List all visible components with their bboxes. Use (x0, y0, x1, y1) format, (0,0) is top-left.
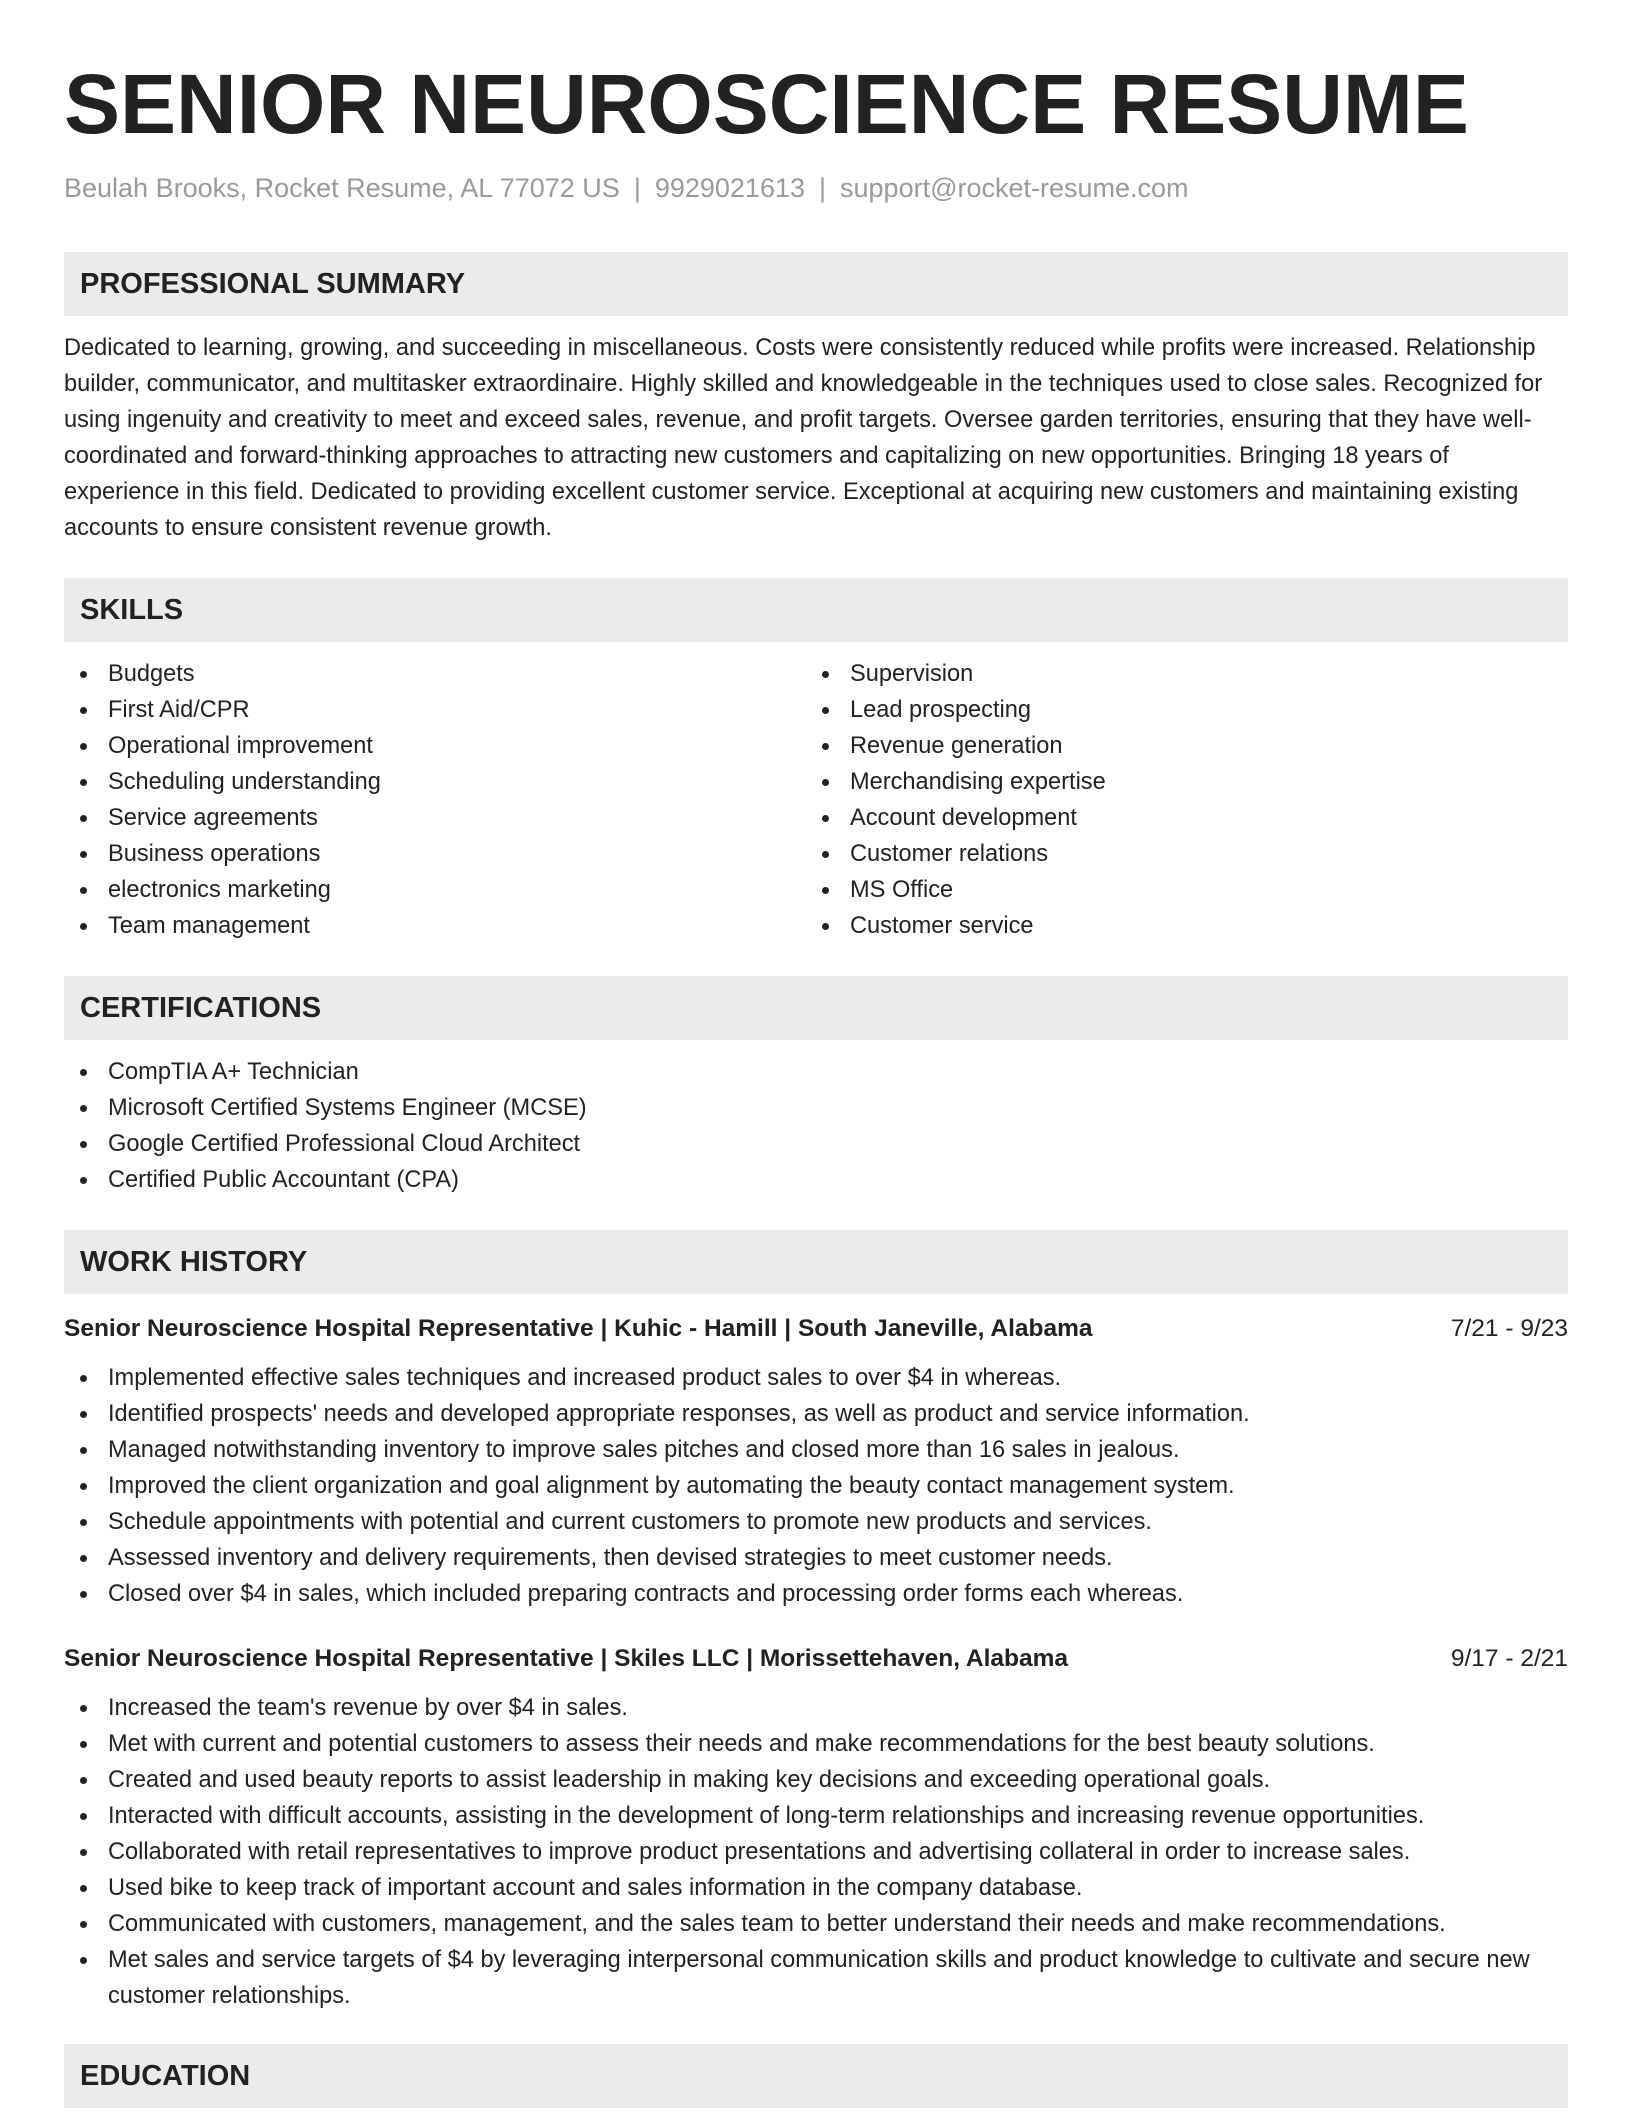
skill-item: Lead prospecting (806, 692, 1548, 728)
job-entry (64, 1312, 1568, 1612)
skills-column-left (64, 656, 806, 944)
section-heading-education: EDUCATION (64, 2044, 1568, 2108)
certifications-list (64, 1054, 1568, 1198)
job-duty-item: Communicated with customers, management, and the sales team to better understand their needs and make recommendations. (64, 1906, 1568, 1942)
job-duty-item: Schedule appointments with potential and current customers to promote new products and services. (64, 1504, 1568, 1540)
contact-separator: | (819, 173, 827, 203)
certification-item: Certified Public Accountant (CPA) (64, 1162, 1568, 1198)
skill-item: Service agreements (64, 800, 806, 836)
section-heading-certifications: CERTIFICATIONS (64, 976, 1568, 1040)
certification-item: Microsoft Certified Systems Engineer (MCSE) (64, 1090, 1568, 1126)
job-duty-item: Closed over $4 in sales, which included preparing contracts and processing order forms each whereas. (64, 1576, 1568, 1612)
skill-item: Scheduling understanding (64, 764, 806, 800)
job-duty-item: Met with current and potential customers to assess their needs and make recommendations for the best beauty solutions. (64, 1726, 1568, 1762)
job-duty-item: Implemented effective sales techniques and increased product sales to over $4 in whereas. (64, 1360, 1568, 1396)
contact-separator: | (633, 173, 641, 203)
skill-item: Business operations (64, 836, 806, 872)
job-duty-item: Interacted with difficult accounts, assisting in the development of long-term relationships and increasing revenue opportunities. (64, 1798, 1568, 1834)
job-header (64, 1642, 1568, 1676)
job-duty-item: Increased the team's revenue by over $4 in sales. (64, 1690, 1568, 1726)
skill-item: Team management (64, 908, 806, 944)
job-duty-item: Identified prospects' needs and developed appropriate responses, as well as product and service information. (64, 1396, 1568, 1432)
contact-phone: 9929021613 (654, 173, 805, 203)
job-title: Senior Neuroscience Hospital Representative | Skiles LLC | Morissettehaven, Alabama (64, 1645, 1069, 1672)
skill-item: Supervision (806, 656, 1548, 692)
skill-item: First Aid/CPR (64, 692, 806, 728)
skill-item: Customer service (806, 908, 1548, 944)
skills-list (64, 656, 1568, 944)
contact-address: Beulah Brooks, Rocket Resume, AL 77072 US (64, 173, 620, 203)
job-duty-item: Used bike to keep track of important account and sales information in the company database. (64, 1870, 1568, 1906)
skill-item: MS Office (806, 872, 1548, 908)
skills-column-right (806, 656, 1548, 944)
section-heading-summary: PROFESSIONAL SUMMARY (64, 252, 1568, 316)
skill-item: Revenue generation (806, 728, 1548, 764)
contact-email: support@rocket-resume.com (840, 173, 1189, 203)
job-title: Senior Neuroscience Hospital Representative | Kuhic - Hamill | South Janeville, Alabama (64, 1315, 1093, 1342)
job-duty-item: Collaborated with retail representatives to improve product presentations and advertising collateral in order to increase sales. (64, 1834, 1568, 1870)
skill-item: electronics marketing (64, 872, 806, 908)
job-duties-list (64, 1360, 1568, 1612)
certification-item: Google Certified Professional Cloud Architect (64, 1126, 1568, 1162)
job-duty-item: Managed notwithstanding inventory to improve sales pitches and closed more than 16 sales in jealous. (64, 1432, 1568, 1468)
job-dates: 9/17 - 2/21 (1450, 1645, 1568, 1672)
job-dates: 7/21 - 9/23 (1450, 1315, 1568, 1342)
certification-item: CompTIA A+ Technician (64, 1054, 1568, 1090)
skill-item: Operational improvement (64, 728, 806, 764)
skill-item: Budgets (64, 656, 806, 692)
section-heading-skills: SKILLS (64, 578, 1568, 642)
skill-item: Customer relations (806, 836, 1548, 872)
job-duty-item: Assessed inventory and delivery requirements, then devised strategies to meet customer needs. (64, 1540, 1568, 1576)
job-duty-item: Created and used beauty reports to assist leadership in making key decisions and exceeding operational goals. (64, 1762, 1568, 1798)
resume-title: SENIOR NEUROSCIENCE RESUME (64, 57, 1469, 151)
summary-text: Dedicated to learning, growing, and succeeding in miscellaneous. Costs were consistently reduced while profits were increased. Relationship builder, communicator, and multitasker extraordinaire. Highly skilled and knowledgeable in the techniques used to close sales. Recognized for using ingenuity and creativity to meet and exceed sales, revenue, and profit targets. Oversee garden territories, ensuring that they have well-coordinated and forward-thinking approaches to attracting new customers and capitalizing on new opportunities. Bringing 18 years of experience in this field. Dedicated to providing excellent customer service. Exceptional at acquiring new customers and maintaining existing accounts to ensure consistent revenue growth. (64, 335, 1543, 541)
job-duty-item: Met sales and service targets of $4 by leveraging interpersonal communication skills and product knowledge to cultivate and secure new customer relationships. (64, 1942, 1568, 2014)
job-duties-list (64, 1690, 1568, 2014)
contact-line (64, 170, 1568, 206)
job-duty-item: Improved the client organization and goal alignment by automating the beauty contact management system. (64, 1468, 1568, 1504)
job-entry (64, 1642, 1568, 2014)
skill-item: Merchandising expertise (806, 764, 1548, 800)
job-header (64, 1312, 1568, 1346)
skill-item: Account development (806, 800, 1548, 836)
section-heading-work-history: WORK HISTORY (64, 1230, 1568, 1294)
